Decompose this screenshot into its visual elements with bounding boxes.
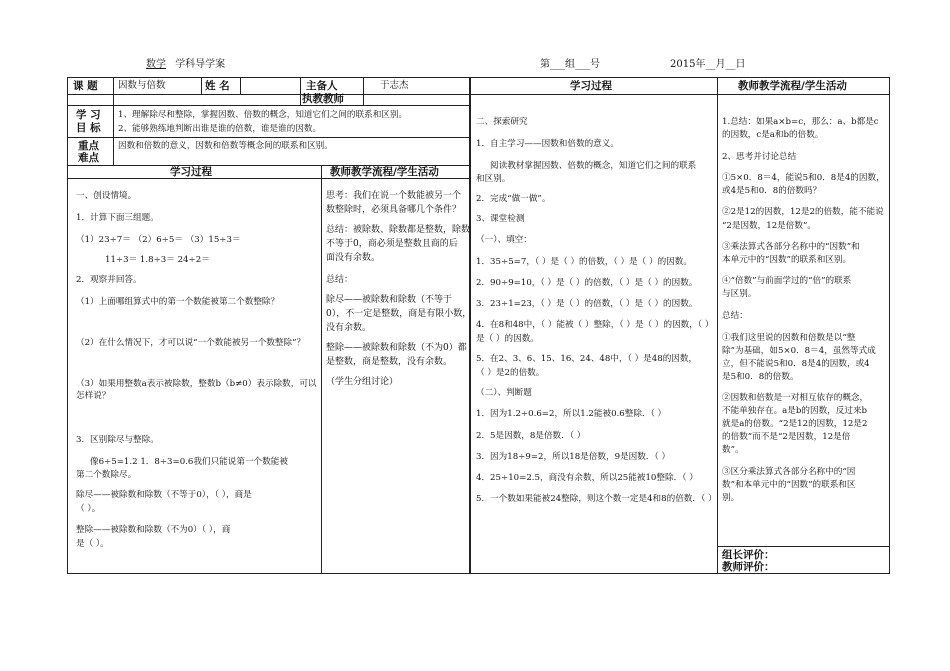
c3-line: 1．因为1.2÷0.6=2，所以1.2能被0.6整除．（ ）: [476, 409, 667, 419]
topic-value: 因数与倍数: [118, 80, 166, 91]
c3-line: 5．一个数如果能被24整除，则这个数一定是4和8的倍数．（ ）: [476, 494, 717, 504]
c3-line: 阅读教材掌握因数、倍数的概念，知道它们之间的联系: [490, 161, 697, 171]
c4-line: 数”和本单元中的“因数”的联系和区: [722, 480, 856, 490]
c1-line: 一、创设情境。: [76, 191, 137, 201]
c4-line: 立，但不能说5和0．8是4的因数，或4: [722, 359, 870, 369]
c2-line: 整除——被除数和除数（不为0）都: [326, 343, 467, 353]
rule: [67, 137, 470, 138]
group-field: 第___组___号: [540, 59, 600, 70]
c4-line: ②2是12的因数，12是2的倍数，能不能说: [722, 207, 884, 217]
c3-line: 4．在8和48中，（ ）能被（ ）整除，（ ）是（ ）的因数，（ ）: [476, 320, 714, 330]
c4-line: 1.总结：如果a×b=c，那么：a、b都是c: [722, 117, 879, 127]
goal-1: 1、理解除尽和整除，掌握因数、倍数的概念，知道它们之间的联系和区别。: [118, 110, 408, 120]
rule: [67, 105, 470, 106]
preparer-label: 主备人: [306, 80, 338, 92]
key-label-2: 难点: [78, 152, 99, 164]
c4-line: 别。: [722, 493, 740, 503]
c4-line: ①5×0．8＝4，能说5和0．8是4的因数，: [722, 173, 885, 183]
rule: [113, 77, 114, 165]
c4-line: 就是a的倍数。“2是12的因数，12是2: [722, 419, 868, 429]
c1-line: 2．观察并回答。: [76, 275, 142, 285]
c3-line: 2．5是因数，8是倍数．（ ）: [476, 431, 586, 441]
c4-line: ④“倍数”与前面学过的“倍”的联系: [722, 276, 852, 286]
c3-line: 3．23÷1=23，（ ）是（ ）的倍数，（ ）是（ ）的因数。: [476, 299, 698, 309]
subject-field: 数学: [146, 59, 166, 70]
c3-line: （ ）是2的倍数。: [476, 368, 545, 378]
c2-line: 面没有余数。: [326, 253, 381, 263]
c1-line: 11÷3＝ 1.8÷3＝ 24÷2＝: [105, 255, 210, 265]
c4-line: 2、思考并讨论总结: [722, 152, 797, 162]
rule: [240, 77, 241, 94]
title-suffix: 学科导学案: [175, 59, 226, 70]
c1-line: （3）如果用整数a表示被除数，整数b（b≠0）表示除数，可以: [76, 379, 317, 389]
c2-line: 总结：: [326, 275, 354, 285]
key-text: 因数和倍数的意义，因数和倍数等概念间的联系和区别。: [118, 141, 333, 151]
c4-line: 与区别。: [722, 289, 757, 299]
teacher-flow-heading-right: 教师教学流程/学生活动: [738, 80, 847, 92]
rule: [201, 77, 202, 94]
goal-2: 2、能够熟练地判断出谁是谁的倍数，谁是谁的因数。: [118, 124, 322, 134]
c4-line: 除”为基础，如5×0．8＝4，虽然等式成: [722, 346, 876, 356]
c4-line: 总结：: [722, 311, 748, 321]
c3-line: 3、课堂检测: [476, 214, 525, 224]
c1-line: 除尽——被除数和除数（不等于0），（ ），商是: [76, 490, 252, 500]
c4-line: ③区分乘法算式各部分名称中的“因: [722, 467, 856, 477]
key-label-1: 重点: [78, 140, 99, 152]
c2-line: 总结：被除数、除数都是整数，除数: [326, 225, 471, 235]
rule: [67, 178, 470, 179]
c2-line: 不等于0，商必须是整数且商的后: [326, 239, 458, 249]
c3-line: 2．90÷9=10，（ ）是（ ）的倍数，（ ）是（ ）的因数。: [476, 278, 698, 288]
c2-line: 是整数，商是整数，没有余数。: [326, 357, 453, 367]
c1-line: 整除——被除数和除数（不为0）（ ），商: [76, 525, 231, 535]
c1-line: 是（ ）。: [76, 539, 109, 549]
teacher-flow-heading-left: 教师教学流程/学生活动: [330, 166, 439, 178]
topic-label: 课 题: [73, 80, 98, 92]
c1-line: 像6÷5=1.2 1．8÷3=0.6我们只能说第一个数能被: [90, 457, 288, 467]
c2-line: 数整除时，必须具备哪几个条件？: [326, 205, 462, 215]
c3-line: 2．完成“做一做”。: [476, 194, 551, 204]
c1-line: （1）23÷7＝ （2）6÷5＝ （3）15÷3＝: [76, 235, 241, 245]
c4-line: ②因数和倍数是一对相互依存的概念，: [722, 393, 869, 403]
c4-line: ①我们这里说的因数和倍数是以“整: [722, 333, 856, 343]
c3-line: 二、探索研究: [476, 117, 528, 127]
c2-line: 思考：我们在说一个数能被另一个: [326, 191, 462, 201]
learn-process-heading-left: 学习过程: [170, 166, 212, 178]
c3-line: （一）、填空：: [476, 235, 532, 245]
doc-header-left: [146, 55, 225, 70]
rule: [67, 94, 470, 95]
goal-label-1: 学 习: [76, 109, 101, 121]
rule: [717, 546, 890, 547]
teacher-label: 执教教师: [302, 93, 344, 105]
c3-line: 5．在2、3、6、15、16、24、48中，（ ）是48的因数，: [476, 354, 698, 364]
c3-line: 4．25÷10=2.5，商没有余数，所以25能被10整除．（ ）: [476, 473, 698, 483]
c1-line: （1）上面哪组算式中的第一个数能被第二个数整除？: [76, 297, 280, 307]
c4-line: 数”。: [722, 445, 744, 455]
c2-line: 除尽——被除数和除数（不等于: [326, 295, 453, 305]
c4-line: 的因数，c是a和b的倍数。: [722, 130, 824, 140]
c3-line: 和区别。: [476, 174, 511, 184]
c1-line: 第二个数除尽。: [76, 470, 137, 480]
c1-line: （ ）。: [76, 504, 101, 514]
c2-line: 0），不一定是整数，商是有限小数，: [326, 309, 472, 319]
goal-label-2: 目 标: [76, 122, 101, 134]
rule: [470, 94, 890, 95]
c4-line: 或4是5和0．8的倍数吗？: [722, 186, 822, 196]
c3-line: （二）、判断题: [476, 388, 532, 398]
name-label: 姓 名: [205, 80, 230, 92]
group-leader-evaluation: 组长评价：: [722, 549, 775, 561]
rule: [363, 77, 364, 105]
c1-line: 怎样说？: [76, 391, 111, 401]
c4-line: ③乘法算式各部分名称中的“因数”和: [722, 242, 860, 252]
date-field: 2015年__月__日: [670, 59, 746, 70]
c4-line: 不能单独存在。a是b的因数，反过来b: [722, 406, 868, 416]
learn-process-heading-right: 学习过程: [570, 80, 612, 92]
rule: [300, 77, 301, 105]
c4-line: 本单元中的“因数”的联系和区别。: [722, 255, 852, 265]
c1-line: （2）在什么情况下，才可以说“一个数能被另一个数整除”？: [76, 338, 306, 348]
c1-line: 3．区别除尽与整除。: [76, 435, 159, 445]
c1-line: 1．计算下面三组题。: [76, 213, 159, 223]
c3-line: 1．自主学习——因数和倍数的意义。: [476, 139, 619, 149]
c4-line: 是5和0．8的倍数。: [722, 372, 799, 382]
rule: [717, 77, 718, 574]
teacher-evaluation: 教师评价：: [722, 561, 775, 573]
c3-line: 3．因为18÷9=2，所以18是倍数，9是因数．（ ）: [476, 452, 671, 462]
c2-line: 没有余数。: [326, 323, 372, 333]
c4-line: 的倍数”而不是“2是因数，12是倍: [722, 432, 851, 442]
c2-line: （学生分组讨论）: [326, 377, 399, 387]
rule: [321, 165, 322, 574]
c4-line: “2是因数，12是倍数”。: [722, 221, 816, 231]
c3-line: 是（ ）的因数。: [476, 334, 539, 344]
preparer-value: 于志杰: [380, 80, 409, 91]
c3-line: 1．35÷5=7，（ ）是（ ）的倍数，（ ）是（ ）的因数。: [476, 257, 692, 267]
